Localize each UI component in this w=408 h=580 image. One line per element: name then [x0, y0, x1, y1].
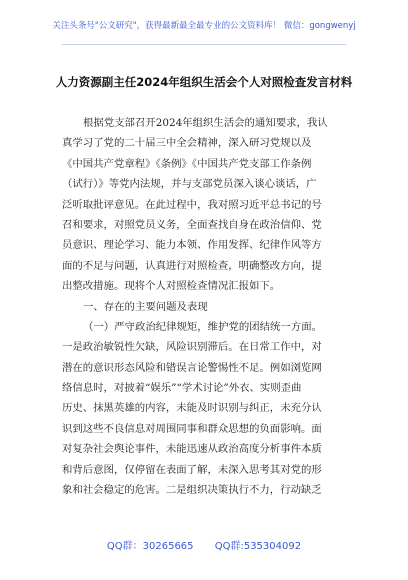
header-divider	[62, 44, 346, 45]
body-line: （一）严守政治纪律规矩，维护党的团结统一方面。	[83, 320, 322, 333]
body-line: 对复杂社会舆论事件，未能迅速从政治高度分析事件本质	[62, 443, 322, 456]
body-line: （试行）》等党内法规，并与支部党员深入谈心谈话，广	[62, 178, 317, 191]
body-line: 员意识、理论学习、能力本领、作用发挥、纪律作风等方	[62, 239, 322, 252]
qq-group-1[interactable]: QQ群：30265665	[106, 541, 194, 552]
body-line: 和背后意图，仅停留在表面了解，未深入思考其对党的形	[62, 463, 322, 476]
body-line: 召和要求，对照党员义务，全面查找自身在政治信仰、党	[62, 218, 322, 231]
promo-header[interactable]: 关注头条号"公文研究"，获得最新最全最专业的公文资料库！ 微信：gongwenyj	[52, 21, 356, 31]
body-line: 识到这些不良信息对周围同事和群众思想的负面影响。面	[62, 422, 322, 435]
body-line: 出整改措施。现将个人对照检查情况汇报如下。	[62, 280, 281, 293]
body-line: 泛听取批评意见。在此过程中，我对照习近平总书记的号	[62, 198, 322, 211]
body-line: 一、存在的主要问题及表现	[83, 300, 208, 313]
body-line: 潜在的意识形态风险和错误言论警惕性不足。例如浏览网	[62, 361, 322, 374]
document-title: 人力资源副主任2024年组织生活会个人对照检查发言材料	[55, 75, 353, 89]
body-line: 《中国共产党章程》《条例》《中国共产党支部工作条例	[62, 157, 312, 170]
body-line: 象和社会稳定的危害。二是组织决策执行不力，行动缺乏	[62, 484, 322, 497]
document-body	[62, 113, 348, 500]
body-line: 真学习了党的二十届三中全会精神，深入研习党规以及	[62, 137, 312, 150]
footer-contacts	[0, 537, 408, 552]
body-line: 历史、抹黑英雄的内容，未能及时识别与纠正，未充分认	[62, 402, 322, 415]
body-line: 根据党支部召开2024年组织生活会的通知要求，我认	[83, 117, 328, 129]
qq-group-2[interactable]: QQ群:535304092	[214, 541, 302, 552]
body-line: 一是政治敏锐性欠缺，风险识别滞后。在日常工作中，对	[62, 341, 322, 354]
body-line: 面的不足与问题，认真进行对照检查，明确整改方向，提	[62, 259, 322, 272]
body-line: 络信息时，对披着“娱乐”“学术讨论”外衣、实则歪曲	[62, 382, 302, 395]
